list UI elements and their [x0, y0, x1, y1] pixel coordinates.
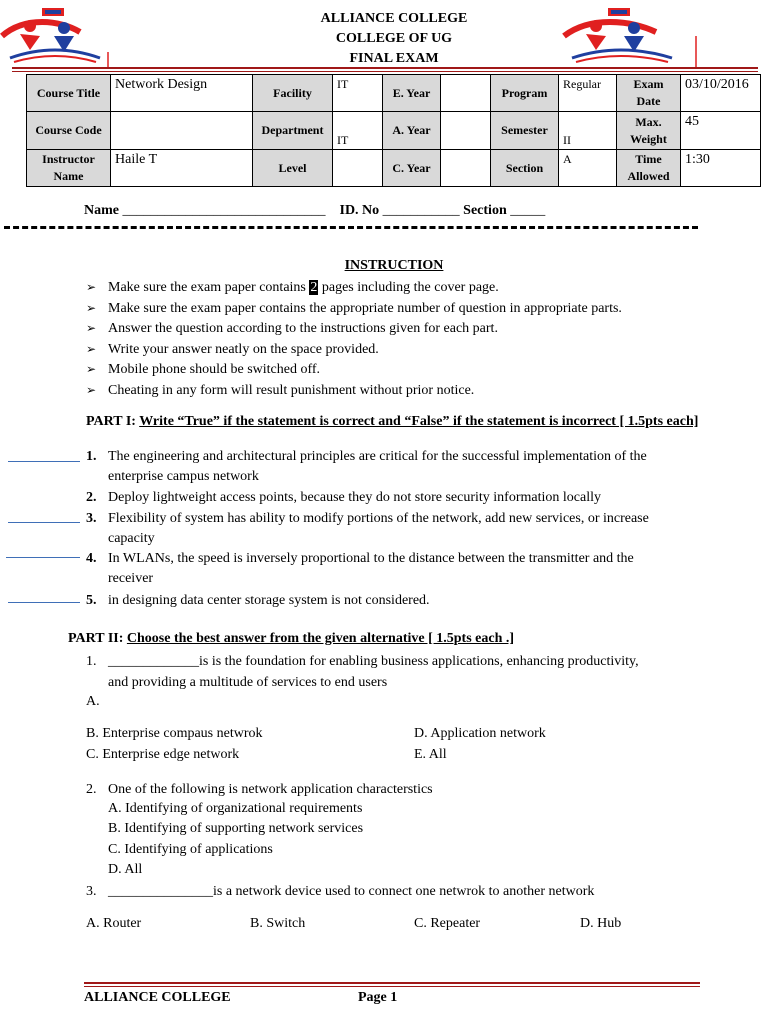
question-text-line1: in designing data center storage system is not considered.: [108, 593, 430, 608]
time-allowed-label: Time Allowed: [617, 150, 681, 187]
section-value: A: [559, 150, 617, 187]
course-code-value: [111, 112, 253, 150]
footer-college-name: ALLIANCE COLLEGE: [84, 990, 231, 1005]
instructor-value: Haile T: [111, 150, 253, 187]
instruction-title: INSTRUCTION: [344, 258, 444, 273]
question-text-line1: Deploy lightweight access points, because they do not store security information locally: [108, 490, 601, 505]
instruction-item: [86, 277, 622, 298]
q3-option-b[interactable]: B. Switch: [250, 916, 306, 931]
a-year-value: [441, 112, 491, 150]
info-row-2: [27, 112, 761, 150]
student-info-line: [84, 203, 545, 219]
question-text-line1: Flexibility of system has ability to modify portions of the network, add new services, or increase: [108, 511, 649, 526]
college-name-heading: ALLIANCE COLLEGE: [320, 11, 468, 26]
max-weight-label: Max. Weight: [617, 112, 681, 150]
question-text-line1: _____________is is the foundation for enabling business applications, enhancing productivity,: [108, 654, 639, 669]
semester-value: II: [559, 112, 617, 150]
question-number: 1.: [86, 449, 97, 464]
question-number: 2.: [86, 782, 97, 797]
instruction-item-text: Write your answer neatly on the space provided.: [108, 341, 379, 357]
part2-label: PART II:: [68, 631, 127, 646]
id-label: ID. No: [339, 203, 380, 218]
question-number: 1.: [86, 654, 97, 669]
question-text-line2: and providing a multitude of services to end users: [108, 675, 388, 690]
question-text-line1: The engineering and architectural principles are critical for the successful implementation of the: [108, 449, 647, 464]
q2-option-b[interactable]: B. Identifying of supporting network services: [108, 821, 364, 836]
name-label: Name: [84, 203, 119, 218]
c-year-value: [441, 150, 491, 187]
exam-date-label: Exam Date: [617, 75, 681, 112]
max-weight-value: 45: [681, 112, 761, 150]
dashed-divider: [4, 226, 698, 229]
q1-option-e[interactable]: E. All: [414, 747, 447, 762]
id-blank[interactable]: ___________: [382, 203, 460, 218]
part2-heading: [68, 631, 514, 647]
arrow-bullet-icon: ➢: [86, 321, 97, 335]
header-rule-bottom: [12, 71, 758, 72]
instruction-item-text-a: Make sure the exam paper contains: [108, 280, 310, 295]
level-label: Level: [253, 150, 333, 187]
facility-label: Facility: [253, 75, 333, 112]
question-text-line2: receiver: [108, 571, 154, 586]
info-row-1: [27, 75, 761, 112]
program-value: Regular: [559, 75, 617, 112]
instruction-item: [86, 339, 622, 360]
department-label: Department: [253, 112, 333, 150]
q2-option-a[interactable]: A. Identifying of organizational requirements: [108, 801, 363, 816]
answer-blank-q1[interactable]: [8, 461, 80, 462]
instruction-item-text: Cheating in any form will result punishment without prior notice.: [108, 382, 475, 398]
header-rule-top: [12, 67, 758, 69]
school-name-heading: COLLEGE OF UG: [335, 31, 453, 46]
instructor-label: Instructor Name: [27, 150, 111, 187]
name-blank[interactable]: _____________________________: [122, 203, 326, 218]
arrow-bullet-icon: ➢: [86, 341, 97, 356]
instruction-item: [86, 359, 622, 380]
level-value: [333, 150, 383, 187]
instruction-item: [86, 318, 622, 339]
question-number: 5.: [86, 593, 97, 608]
q3-option-d[interactable]: D. Hub: [580, 916, 622, 931]
e-year-value: [441, 75, 491, 112]
section-blank[interactable]: _____: [510, 203, 546, 218]
exam-type-heading: FINAL EXAM: [349, 51, 439, 66]
instruction-list: [86, 277, 622, 400]
q2-option-d[interactable]: D. All: [108, 862, 143, 877]
instruction-item: [86, 380, 622, 401]
answer-blank-q4[interactable]: [6, 557, 80, 558]
question-text-line1: _______________is a network device used to connect one netwrok to another network: [108, 884, 595, 899]
q1-option-a[interactable]: A.: [86, 694, 100, 709]
exam-info-table: [26, 74, 761, 187]
exam-date-value: 03/10/2016: [681, 75, 761, 112]
time-allowed-value: 1:30: [681, 150, 761, 187]
footer-rule-top: [84, 982, 700, 984]
question-number: 2.: [86, 490, 97, 505]
part1-title: Write “True” if the statement is correct and “False” if the statement is incorrect [ 1.5pts each]: [139, 414, 699, 429]
answer-blank-q5[interactable]: [8, 602, 80, 603]
q1-option-d[interactable]: D. Application network: [414, 726, 546, 741]
e-year-label: E. Year: [383, 75, 441, 112]
q3-option-a[interactable]: A. Router: [86, 916, 142, 931]
c-year-label: C. Year: [383, 150, 441, 187]
facility-value: IT: [333, 75, 383, 112]
instruction-item-text: Make sure the exam paper contains the appropriate number of question in appropriate parts.: [108, 300, 622, 316]
question-number: 3.: [86, 884, 97, 899]
department-value: IT: [333, 112, 383, 150]
question-text-line1: In WLANs, the speed is inversely proportional to the distance between the transmitter and the: [108, 551, 634, 566]
arrow-bullet-icon: ➢: [86, 382, 97, 397]
arrow-bullet-icon: ➢: [86, 362, 97, 376]
question-text-line2: enterprise campus network: [108, 469, 259, 484]
semester-label: Semester: [491, 112, 559, 150]
q1-option-b[interactable]: B. Enterprise compaus netwrok: [86, 726, 263, 741]
instruction-item-text: Answer the question according to the instructions given for each part.: [108, 321, 498, 336]
info-row-3: [27, 150, 761, 187]
instruction-item-text-b: pages including the cover page.: [318, 280, 499, 295]
instruction-item-text: Mobile phone should be switched off.: [108, 362, 321, 377]
page-count-highlight: 2: [310, 280, 318, 295]
a-year-label: A. Year: [383, 112, 441, 150]
part1-heading: [86, 414, 698, 430]
program-label: Program: [491, 75, 559, 112]
part1-label: PART I:: [86, 414, 140, 429]
q1-option-c[interactable]: C. Enterprise edge network: [86, 747, 240, 762]
question-text-line1: One of the following is network application characterstics: [108, 782, 433, 797]
course-title-label: Course Title: [27, 75, 111, 112]
arrow-bullet-icon: ➢: [86, 280, 97, 294]
arrow-bullet-icon: ➢: [86, 300, 97, 315]
section-label: Section: [491, 150, 559, 187]
course-code-label: Course Code: [27, 112, 111, 150]
q2-option-c[interactable]: C. Identifying of applications: [108, 842, 273, 857]
section-field-label: Section: [463, 203, 507, 218]
answer-blank-q3[interactable]: [8, 522, 80, 523]
question-number: 3.: [86, 511, 97, 526]
question-text-line2: capacity: [108, 531, 155, 546]
course-title-value: Network Design: [111, 75, 253, 112]
part2-title: Choose the best answer from the given alternative [ 1.5pts each .]: [126, 631, 515, 646]
instruction-item: [86, 298, 622, 319]
question-number: 4.: [86, 551, 97, 566]
footer-page-number: Page 1: [358, 990, 398, 1005]
q3-option-c[interactable]: C. Repeater: [414, 916, 481, 931]
footer-rule-bottom: [84, 986, 700, 987]
